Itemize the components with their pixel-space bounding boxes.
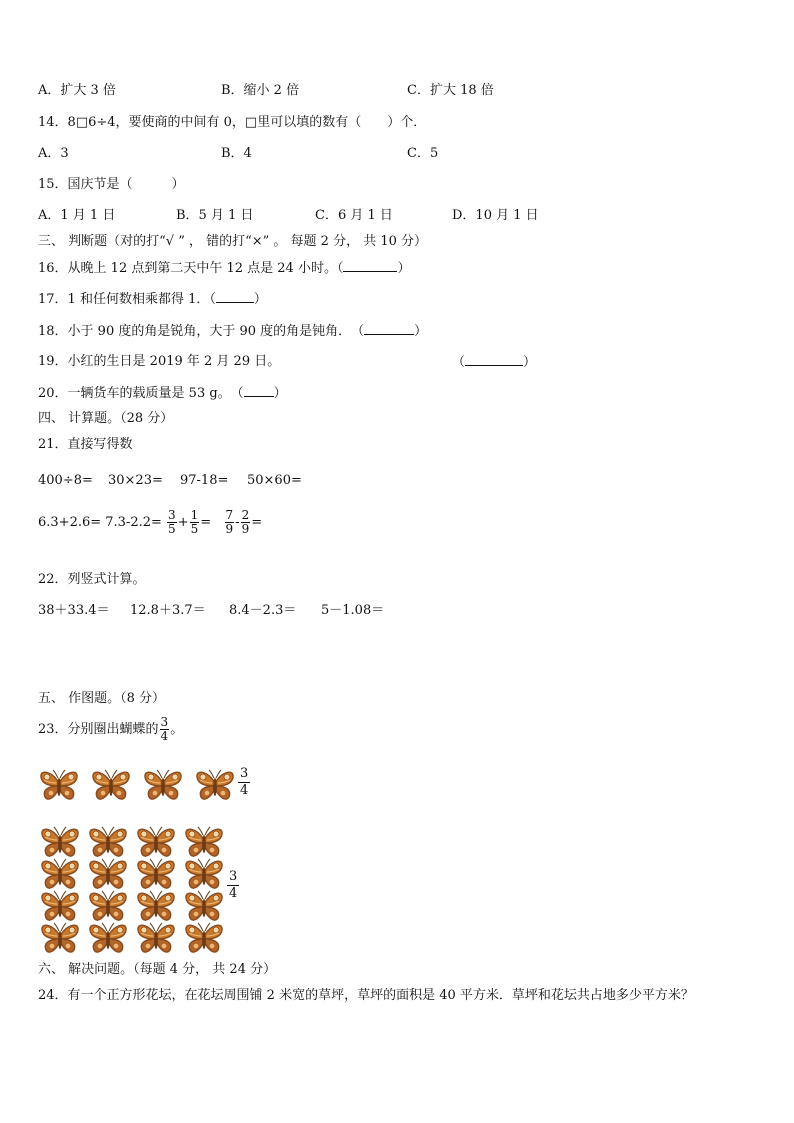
q15-option-b: B．5 月 1 日: [176, 208, 254, 223]
q21-frac-2a: $\frac{7}{9}$: [225, 508, 234, 536]
butterfly-icon[interactable]: [39, 824, 81, 860]
q21-frac-2-op: -: [235, 515, 240, 530]
q23-stem-fraction: $\frac{3}{4}$: [160, 715, 169, 743]
q18-answer-blank[interactable]: [364, 322, 414, 335]
q18-text: 18．小于 90 度的角是锐角，大于 90 度的角是钝角． （: [38, 324, 365, 339]
q13-option-a: A．扩大 3 倍: [38, 83, 116, 98]
q20-close: ）: [273, 386, 287, 401]
butterfly-icon[interactable]: [135, 856, 177, 892]
butterfly-icon[interactable]: [87, 856, 129, 892]
q15-stem: 15．国庆节是（ ）: [38, 177, 185, 192]
q21-row-2: [38, 506, 262, 540]
group1-fraction: 3 4: [240, 766, 249, 798]
butterfly-icon[interactable]: [87, 920, 129, 956]
q17-answer-blank[interactable]: [216, 290, 254, 303]
q13-option-c: C．扩大 18 倍: [407, 83, 494, 98]
q17: [38, 290, 267, 309]
q18: [38, 322, 427, 341]
q20-answer-blank[interactable]: [244, 384, 274, 397]
butterfly-icon[interactable]: [38, 767, 80, 803]
butterfly-icon[interactable]: [142, 767, 184, 803]
q17-close: ）: [253, 292, 267, 307]
section-3-title: 三、 判断题（对的打“√ ” ， 错的打“×” 。 每题 2 分， 共 10 分）: [38, 234, 428, 249]
q21-frac-2b: $\frac{2}{9}$: [241, 508, 250, 536]
butterfly-icon[interactable]: [90, 767, 132, 803]
butterfly-icon[interactable]: [183, 920, 225, 956]
q19-close: ）: [523, 355, 537, 370]
butterfly-icon[interactable]: [135, 888, 177, 924]
butterfly-icon[interactable]: [39, 856, 81, 892]
q20: [38, 384, 287, 403]
q16-close: ）: [397, 261, 411, 276]
q14-stem: 14．8□6÷4，要使商的中间有 0，□里可以填的数有（ ）个．: [38, 115, 427, 130]
q23-stem-end: 。: [170, 722, 184, 737]
q22-item-1: 38＋33.4＝: [38, 603, 110, 618]
butterfly-icon[interactable]: [135, 824, 177, 860]
q19-open: （: [452, 355, 466, 370]
q14-option-a: A．3: [38, 146, 69, 161]
q21-item-4: 50×60=: [247, 473, 302, 488]
q19-answer-blank[interactable]: [465, 353, 523, 366]
butterfly-icon[interactable]: [183, 888, 225, 924]
q19-answer: [452, 353, 536, 372]
q23-stem-text: 23．分别圈出蝴蝶的: [38, 722, 159, 737]
q18-close: ）: [414, 324, 428, 339]
butterfly-icon[interactable]: [194, 767, 236, 803]
q19-text: 19．小红的生日是 2019 年 2 月 29 日。: [38, 354, 281, 369]
q21-item-2: 30×23=: [108, 473, 163, 488]
section-4-title: 四、 计算题。（28 分）: [38, 411, 174, 426]
q21-frac-1-eq: =: [200, 515, 212, 530]
q21-stem: 21．直接写得数: [38, 437, 133, 452]
q21-row2-text: 6.3+2.6= 7.3-2.2=: [38, 515, 162, 530]
section-5-title: 五、 作图题。（8 分）: [38, 691, 166, 706]
q23-stem: [38, 712, 183, 748]
butterfly-icon[interactable]: [183, 856, 225, 892]
q22-item-3: 8.4－2.3＝: [229, 603, 297, 618]
butterfly-icon[interactable]: [183, 824, 225, 860]
q21-frac-1a: $\frac{3}{5}$: [168, 508, 176, 536]
q21-frac-1-op: +: [177, 515, 189, 530]
q21-item-3: 97-18=: [180, 473, 229, 488]
butterfly-icon[interactable]: [87, 824, 129, 860]
q22-item-2: 12.8＋3.7＝: [130, 603, 206, 618]
q22-item-4: 5－1.08＝: [321, 603, 385, 618]
q21-frac-1b: $\frac{1}{5}$: [190, 508, 199, 536]
q16-answer-blank[interactable]: [343, 259, 397, 272]
q15-option-c: C．6 月 1 日: [315, 208, 393, 223]
q24-text: 24．有一个正方形花坛，在花坛周围铺 2 米宽的草坪，草坪的面积是 40 平方米．草坪和花坛共占地多少平方米？: [38, 988, 694, 1003]
q21-frac-2-eq: =: [251, 515, 263, 530]
group2-fraction: 3 4: [229, 869, 238, 901]
butterfly-icon[interactable]: [39, 888, 81, 924]
butterfly-icon[interactable]: [39, 920, 81, 956]
q16-text: 16．从晚上 12 点到第二天中午 12 点是 24 小时。（: [38, 261, 344, 276]
q20-text: 20．一辆货车的载质量是 53 g。 （: [38, 386, 244, 401]
q17-text: 17．1 和任何数相乘都得 1．（: [38, 292, 216, 307]
butterfly-icon[interactable]: [87, 888, 129, 924]
q14-option-c: C．5: [407, 146, 439, 161]
q14-option-b: B．4: [221, 146, 252, 161]
q16: [38, 259, 410, 278]
section-6-title: 六、 解决问题。（每题 4 分， 共 24 分）: [38, 962, 277, 977]
q13-option-b: B．缩小 2 倍: [221, 83, 300, 98]
q21-item-1: 400÷8=: [38, 473, 93, 488]
q15-option-a: A．1 月 1 日: [38, 208, 116, 223]
q22-stem: 22．列竖式计算。: [38, 572, 146, 587]
q15-option-d: D．10 月 1 日: [452, 208, 539, 223]
butterfly-icon[interactable]: [135, 920, 177, 956]
